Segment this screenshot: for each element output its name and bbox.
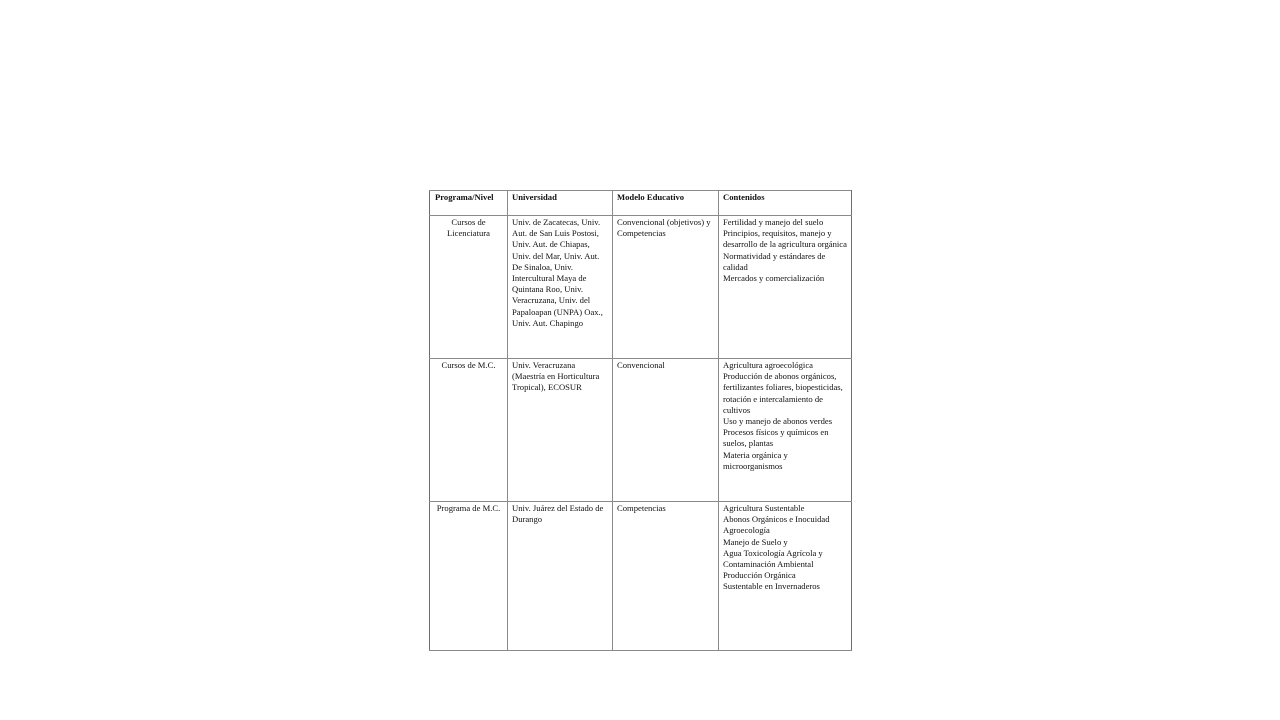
programs-table	[429, 190, 852, 651]
university-cell: Univ. Veracruzana (Maestría en Horticultura Tropical), ECOSUR	[508, 359, 613, 502]
contents-cell	[719, 216, 852, 359]
level-cell: Cursos de M.C.	[430, 359, 508, 502]
contents-cell	[719, 502, 852, 651]
content-item: Procesos físicos y químicos en suelos, plantas	[723, 427, 829, 449]
content-item: Principios, requisitos, manejo y desarrollo de la agricultura orgánica	[723, 228, 847, 250]
table-row	[430, 359, 852, 502]
content-item: Abonos Orgánicos e Inocuidad	[723, 514, 830, 525]
university-cell: Univ. de Zacatecas, Univ. Aut. de San Luis Postosi, Univ. Aut. de Chiapas, Univ. del Mar, Univ. Aut. De Sinaloa, Univ. Intercultural Maya de Quintana Roo, Univ. Veracruzana, Univ. del Papaloapan (UNPA) Oax., Univ. Aut. Chapingo	[508, 216, 613, 359]
content-item: Manejo de Suelo y	[723, 536, 788, 547]
content-item: Sustentable en Invernaderos	[723, 581, 820, 592]
table-row	[430, 216, 852, 359]
level-cell: Cursos de Licenciatura	[430, 216, 508, 359]
content-item: Materia orgánica y microorganismos	[723, 449, 788, 471]
model-cell: Convencional	[613, 359, 719, 502]
header-contenidos: Contenidos	[719, 191, 852, 216]
content-item: Agua Toxicología Agrícola y Contaminación Ambiental	[723, 547, 823, 570]
content-item: Producción Orgánica	[723, 570, 796, 581]
contents-cell	[719, 359, 852, 502]
header-programa-nivel: Programa/Nivel	[430, 191, 508, 216]
content-item: Fertilidad y manejo del suelo	[723, 217, 824, 227]
content-item: Mercados y comercialización	[723, 273, 825, 284]
level-cell: Programa de M.C.	[430, 502, 508, 651]
content-item: Producción de abonos orgánicos, fertilizantes foliares, biopesticidas, rotación e intercalamiento de cultivos	[723, 371, 843, 415]
content-item: Agroecología	[723, 525, 770, 536]
table-header-row	[430, 191, 852, 216]
content-item: Agricultura agroecológica	[723, 360, 813, 370]
model-cell: Convencional (objetivos) y Competencias	[613, 216, 719, 359]
content-item: Agricultura Sustentable	[723, 503, 805, 513]
header-universidad: Universidad	[508, 191, 613, 216]
content-item: Normatividad y estándares de calidad	[723, 250, 826, 272]
model-cell: Competencias	[613, 502, 719, 651]
table-row	[430, 502, 852, 651]
header-modelo-educativo: Modelo Educativo	[613, 191, 719, 216]
university-cell: Univ. Juárez del Estado de Durango	[508, 502, 613, 651]
content-item: Uso y manejo de abonos verdes	[723, 416, 833, 427]
